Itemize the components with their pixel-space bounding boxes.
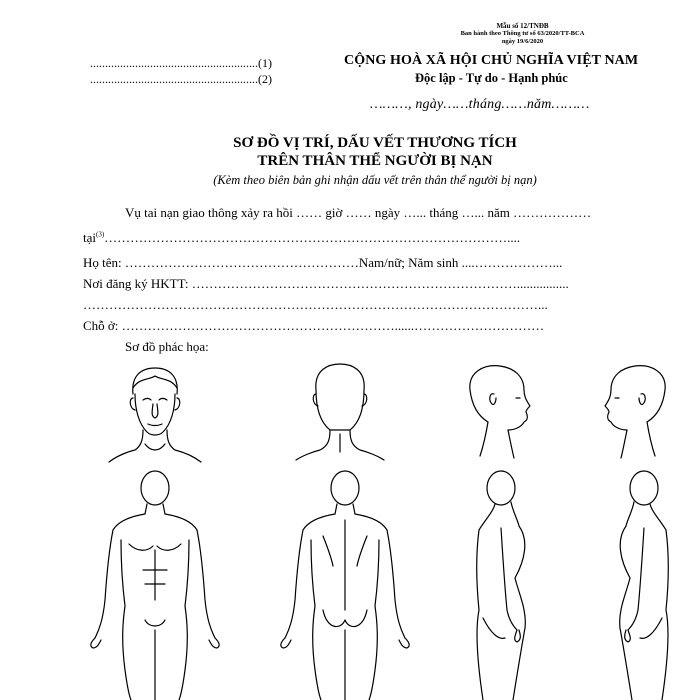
- form-issued-date: ngày 19/6/2020: [501, 38, 544, 45]
- date-line: ………, ngày……tháng……năm………: [370, 97, 590, 112]
- location-dots: …………………………………………………………………………………....: [104, 230, 521, 245]
- accident-time-field[interactable]: Vụ tai nạn giao thông xảy ra hồi …… giờ …… ngày …... tháng …... năm ………………: [125, 205, 592, 220]
- form-number: Mẫu số 12/TNĐB: [496, 22, 549, 30]
- body-left-side-figure: [455, 470, 555, 700]
- body-front-figure: [85, 470, 225, 700]
- current-residence-field[interactable]: Chỗ ở: ………………………………………………………......…………………………: [83, 318, 545, 333]
- body-back-figure: [275, 470, 415, 700]
- registered-residence-field[interactable]: Nơi đăng ký HKTT: …………………………………………………………………................: [83, 276, 569, 291]
- document-subtitle: (Kèm theo biên bản ghi nhận dấu vết trên thân thể người bị nạn): [213, 173, 537, 187]
- head-right-profile-figure: [595, 360, 675, 460]
- blank-continuation-line[interactable]: ……………………………………………………………………………………………...: [83, 297, 548, 312]
- document-title-line-1: SƠ ĐỒ VỊ TRÍ, DẤU VẾT THƯƠNG TÍCH: [233, 135, 517, 151]
- location-label: tại: [83, 230, 96, 245]
- form-meta: [455, 22, 590, 46]
- head-left-profile-figure: [460, 360, 540, 460]
- nation-name: CỘNG HOÀ XÃ HỘI CHỦ NGHĨA VIỆT NAM: [344, 53, 639, 68]
- head-front-figure: [105, 362, 205, 462]
- head-back-figure: [290, 360, 390, 460]
- body-right-side-figure: [590, 470, 690, 700]
- accident-location-field[interactable]: [83, 230, 668, 246]
- document-title-line-2: TRÊN THÂN THỂ NGƯỜI BỊ NẠN: [257, 153, 493, 169]
- form-issued-by: Ban hành theo Thông tư số 63/2020/TT-BCA: [460, 30, 585, 37]
- agency-line-2: ........................................................(2): [90, 72, 272, 86]
- name-gender-birthyear-field[interactable]: Họ tên: ………………………………………………Nam/nữ; Năm sinh ....………………...: [83, 255, 563, 270]
- agency-line-1: ........................................................(1): [90, 56, 272, 70]
- nation-motto: Độc lập - Tự do - Hạnh phúc: [415, 71, 568, 85]
- sketch-label: Sơ đồ phác họa:: [125, 339, 209, 354]
- footnote-3: (3): [96, 230, 105, 239]
